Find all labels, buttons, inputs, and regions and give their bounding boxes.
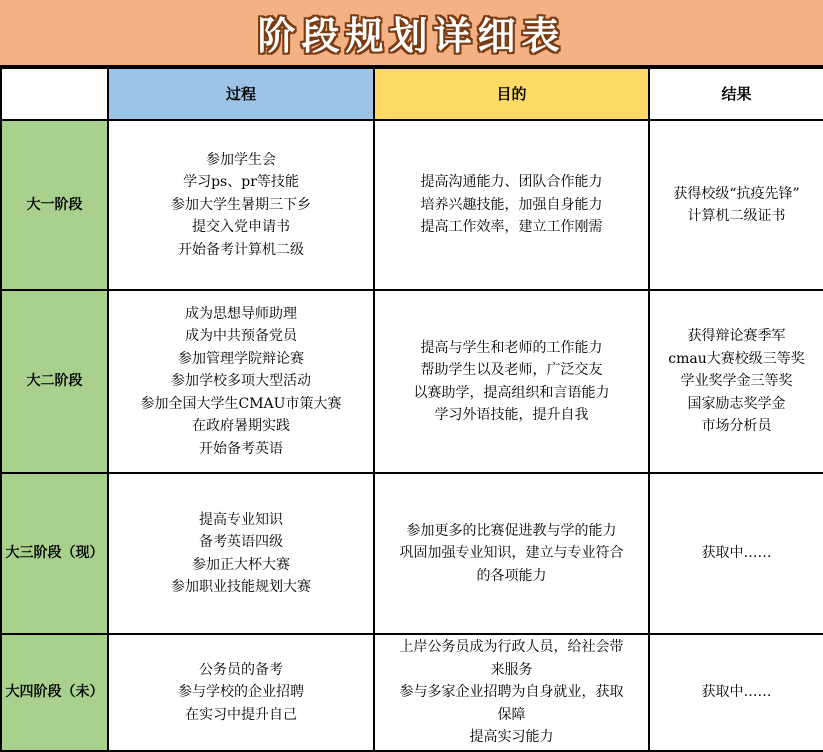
- goal-item: 巩固加强专业知识，建立与专业符合: [399, 545, 624, 562]
- result-item: 获取中……: [701, 545, 772, 562]
- process-item: 参加全国大学生CMAU市策大赛: [140, 395, 342, 412]
- stage-label: 大二阶段: [1, 290, 108, 473]
- process-item: 公务员的备考: [199, 661, 283, 678]
- goal-item: 提高实习能力: [469, 729, 554, 746]
- process-item: 参加职业技能规划大赛: [171, 579, 311, 595]
- goal-item: 参与多家企业招聘为自身就业，获取: [399, 684, 624, 701]
- goal-item: 来服务: [490, 661, 533, 678]
- goal-item: 学习外语技能，提升自我: [434, 407, 589, 423]
- table-row: [1, 120, 823, 290]
- goal-cell: [374, 120, 649, 290]
- goal-item: 培养兴趣技能，加强自身能力: [420, 196, 603, 213]
- process-item: 开始备考英语: [199, 440, 283, 457]
- goal-item: 上岸公务员成为行政人员，给社会带: [399, 639, 624, 656]
- header-blank-cell: [1, 68, 108, 120]
- title-bar: [0, 0, 823, 67]
- result-cell: [649, 120, 823, 290]
- stage-label: 大四阶段（未）: [1, 634, 108, 751]
- table-row: [1, 290, 823, 473]
- header-goal: 目的: [374, 68, 649, 120]
- goal-item: 以赛助学，提高组织和言语能力: [413, 384, 610, 401]
- table-row: [1, 634, 823, 751]
- result-item: 获得辩论赛季军: [687, 328, 786, 345]
- process-item: 备考英语四级: [199, 534, 283, 550]
- process-cell: [108, 290, 374, 473]
- process-item: 参加大学生暑期三下乡: [171, 196, 311, 213]
- goal-item: 提高与学生和老师的工作能力: [420, 339, 603, 356]
- goal-item: 提高工作效率，建立工作刚需: [420, 219, 603, 236]
- process-item: 参与学校的企业招聘: [178, 684, 304, 701]
- process-item: 在政府暑期实践: [192, 418, 290, 435]
- process-item: 在实习中提升自己: [185, 706, 297, 723]
- goal-item: 保障: [497, 706, 526, 723]
- result-item: 学业奖学金三等奖: [680, 373, 793, 390]
- result-item: 国家励志奖学金: [687, 395, 786, 412]
- process-item: 开始备考计算机二级: [178, 241, 304, 258]
- process-cell: [108, 473, 374, 634]
- process-item: 成为思想导师助理: [185, 305, 297, 322]
- goal-item: 提高沟通能力、团队合作能力: [420, 174, 603, 191]
- result-cell: [649, 290, 823, 473]
- goal-item: 参加更多的比赛促进教与学的能力: [406, 522, 617, 539]
- process-cell: [108, 634, 374, 751]
- process-item: 提交入党申请书: [192, 219, 290, 236]
- goal-cell: [374, 634, 649, 751]
- stage-label: 大三阶段（现）: [1, 473, 108, 634]
- table-row: [1, 473, 823, 634]
- process-item: 提高专业知识: [199, 511, 283, 528]
- result-cell: [649, 634, 823, 751]
- goal-cell: [374, 473, 649, 634]
- goal-cell: [374, 290, 649, 473]
- goal-item: 帮助学生以及老师，广泛交友: [420, 362, 603, 378]
- header-process: 过程: [108, 68, 374, 120]
- process-item: 参加管理学院辩论赛: [178, 350, 304, 367]
- stage-label: 大一阶段: [1, 120, 108, 290]
- result-item: 获得校级“抗疫先锋”: [673, 185, 800, 202]
- goal-item: 的各项能力: [476, 567, 547, 584]
- process-cell: [108, 120, 374, 290]
- header-row: [1, 68, 823, 120]
- process-item: 参加学生会: [206, 151, 276, 168]
- result-item: 计算机二级证书: [687, 208, 786, 224]
- plan-table: [0, 67, 823, 752]
- result-item: cmau大赛校级三等奖: [668, 350, 805, 367]
- process-item: 参加学校多项大型活动: [171, 373, 311, 390]
- process-item: 学习ps、pr等技能: [183, 174, 299, 191]
- result-cell: [649, 473, 823, 634]
- process-item: 成为中共预备党员: [185, 328, 297, 345]
- process-item: 参加正大杯大赛: [192, 556, 290, 573]
- result-item: 市场分析员: [701, 418, 772, 435]
- header-result: 结果: [649, 68, 823, 120]
- page-title: 阶段规划详细表: [257, 14, 566, 58]
- result-item: 获取中……: [701, 684, 772, 701]
